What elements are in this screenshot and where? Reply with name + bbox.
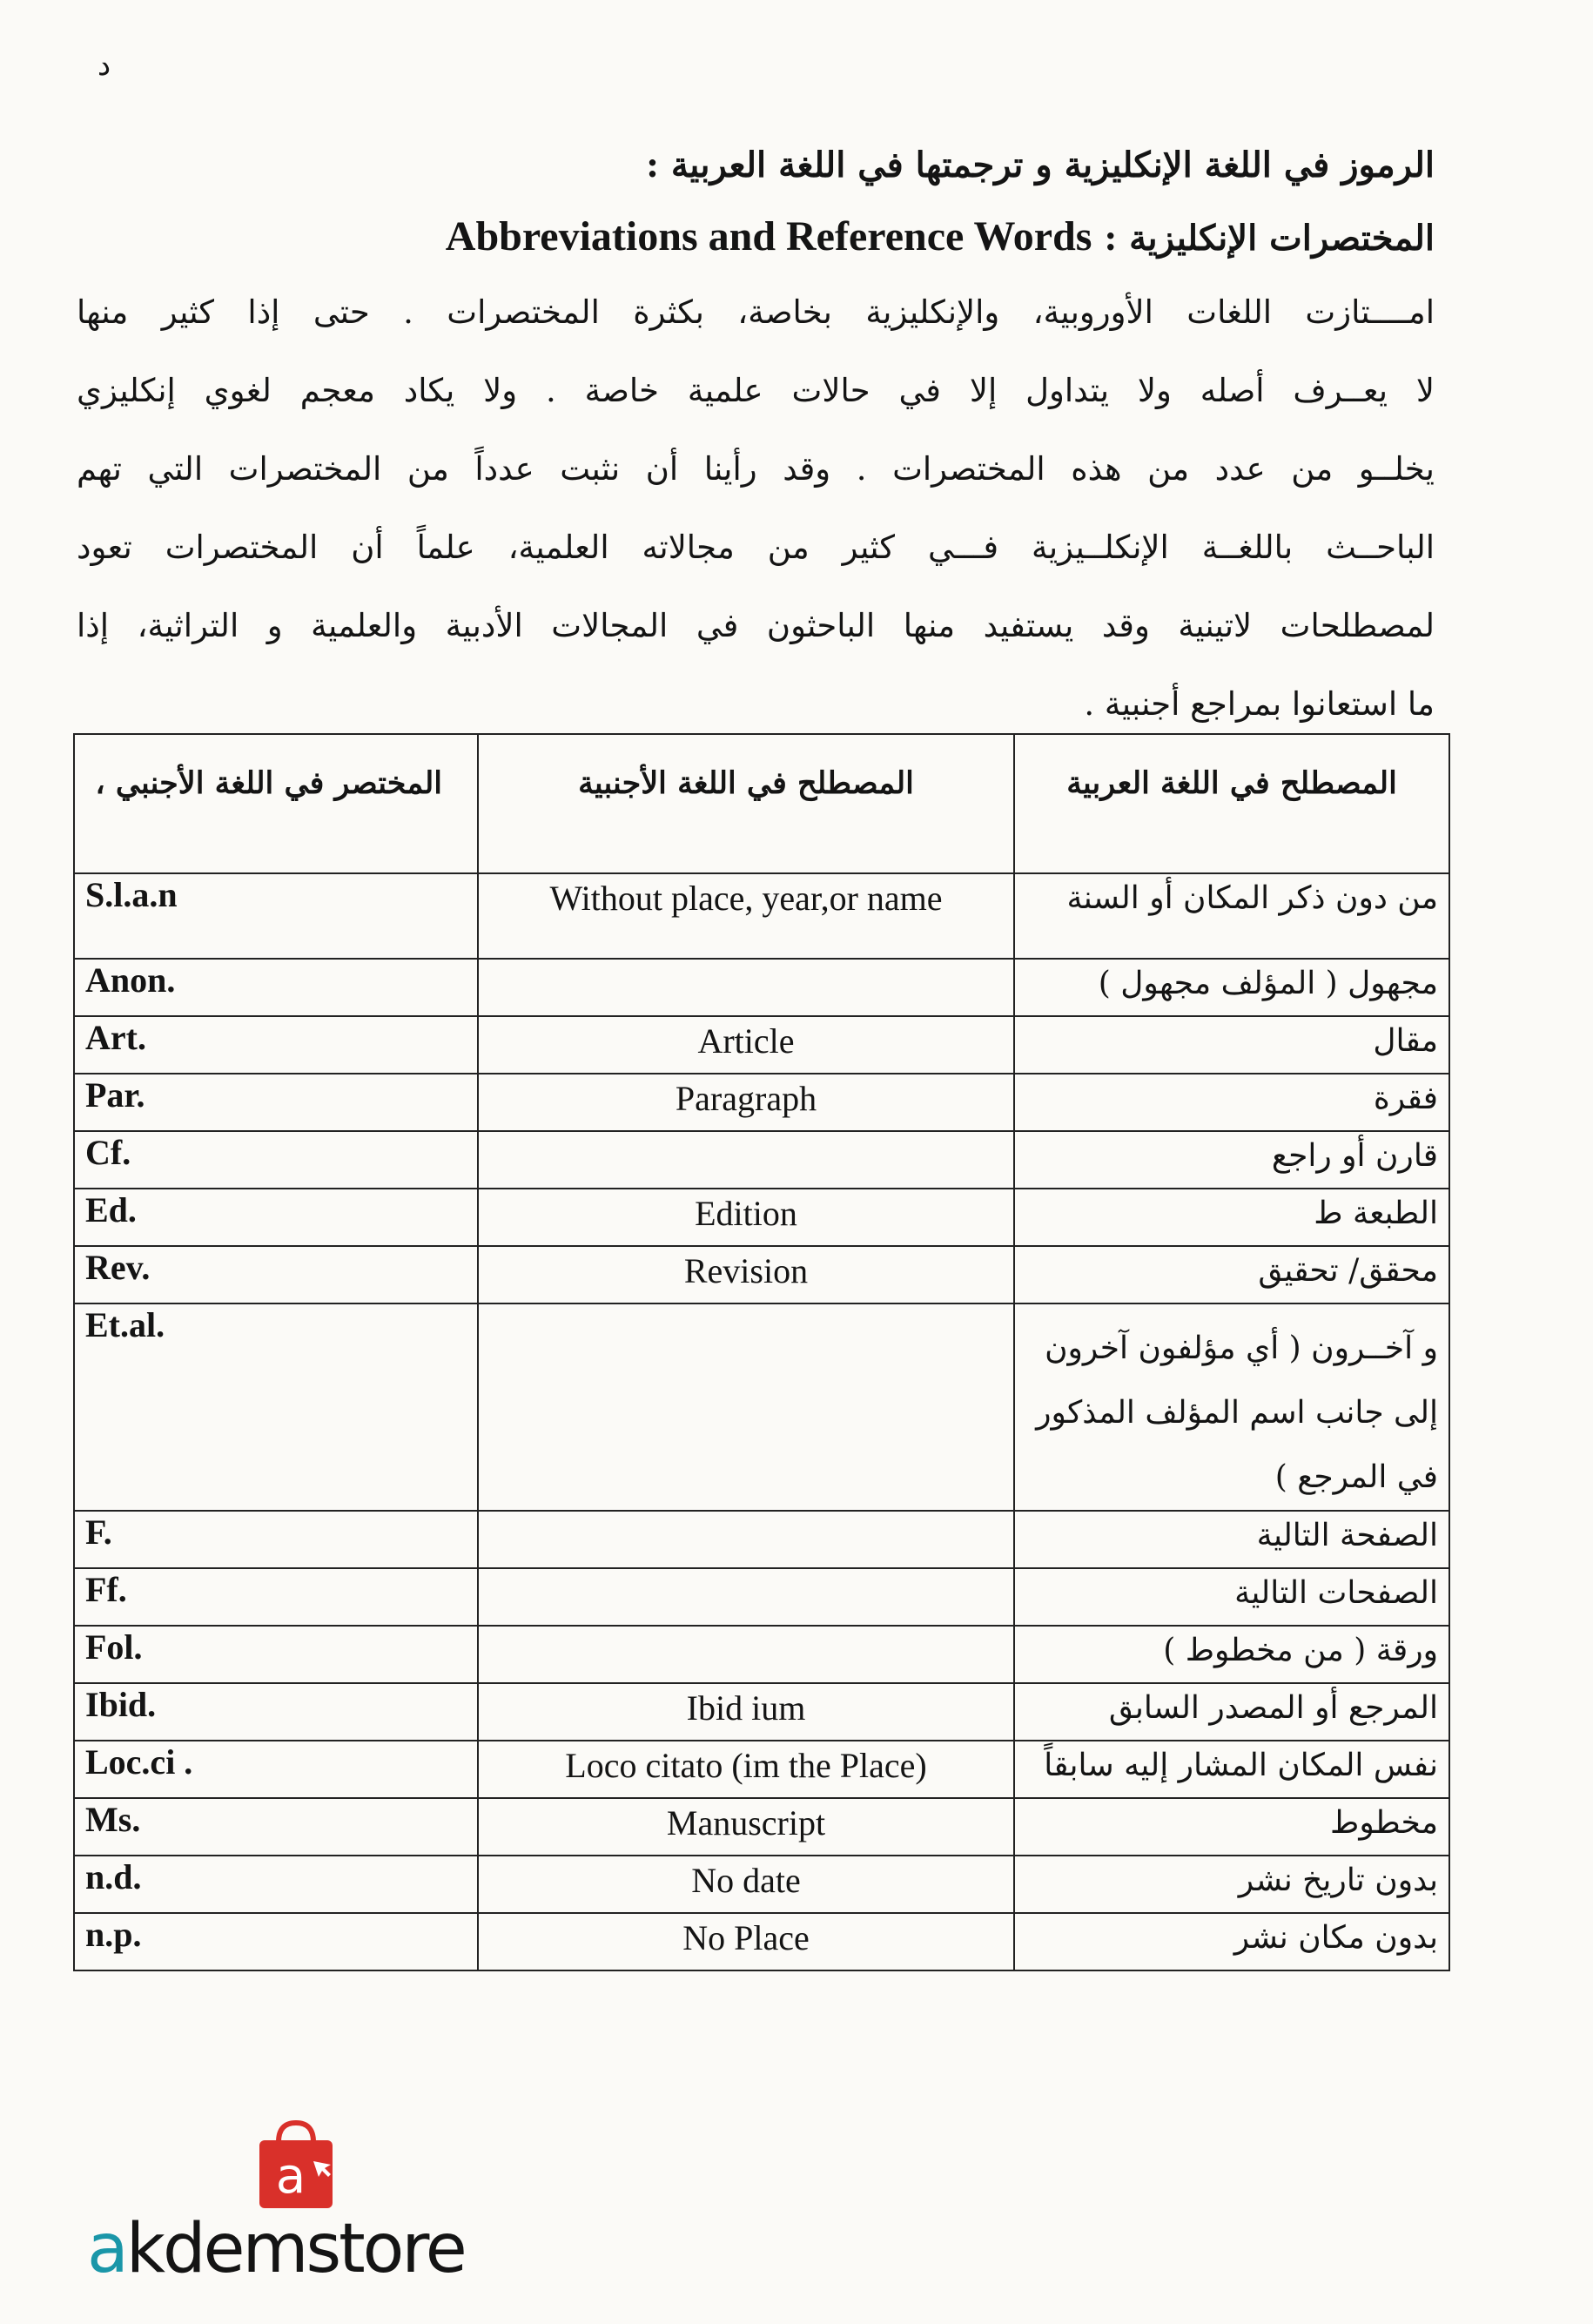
- foreign-term-cell: [478, 959, 1014, 1016]
- header-abbreviation: المختصر في اللغة الأجنبي ،: [74, 734, 478, 873]
- foreign-term-cell: Article: [478, 1016, 1014, 1074]
- foreign-term-cell: Loco citato (im the Place): [478, 1741, 1014, 1798]
- table-row: [74, 873, 1449, 959]
- abbreviations-table: [73, 733, 1450, 1971]
- abbreviation-cell: n.d.: [74, 1856, 478, 1913]
- abbreviation-cell: Et.al.: [74, 1303, 478, 1511]
- heading-abbreviations-ar: المختصرات الإنكليزية :: [1104, 218, 1435, 259]
- table-row: [74, 1189, 1449, 1246]
- table-row: [74, 1856, 1449, 1913]
- paragraph-line: يخلــو من عدد من هذه المختصرات . وقد رأينا أن نثبت عدداً من المختصرات التي تهم: [77, 450, 1435, 488]
- table-row: [74, 1303, 1449, 1511]
- header-foreign-term: المصطلح في اللغة الأجنبية: [478, 734, 1014, 873]
- arabic-term-cell: ورقة ( من مخطوط ): [1014, 1626, 1449, 1683]
- heading-symbols: الرموز في اللغة الإنكليزية و ترجمتها في اللغة العربية :: [646, 145, 1435, 185]
- shopping-bag-icon: [252, 2116, 339, 2212]
- paragraph-line: لمصطلحات لاتينية وقد يستفيد منها الباحثون في المجالات الأدبية والعلمية و التراثية، إذا: [77, 607, 1435, 644]
- arabic-term-cell: المرجع أو المصدر السابق: [1014, 1683, 1449, 1741]
- foreign-term-cell: Without place, year,or name: [478, 873, 1014, 959]
- abbreviation-cell: Fol.: [74, 1626, 478, 1683]
- heading-abbreviations-en: Abbreviations and Reference Words: [445, 213, 1092, 259]
- abbreviation-cell: Par.: [74, 1074, 478, 1131]
- abbreviation-cell: Cf.: [74, 1131, 478, 1189]
- arabic-term-cell: فقرة: [1014, 1074, 1449, 1131]
- table-row: [74, 1798, 1449, 1856]
- abbreviation-cell: Ed.: [74, 1189, 478, 1246]
- foreign-term-cell: [478, 1568, 1014, 1626]
- table-row: [74, 1131, 1449, 1189]
- bag-letter: a: [275, 2148, 306, 2205]
- foreign-term-cell: [478, 1626, 1014, 1683]
- intro-text: [77, 131, 1435, 744]
- abbreviation-cell: n.p.: [74, 1913, 478, 1970]
- foreign-term-cell: No Place: [478, 1913, 1014, 1970]
- page-letter: د: [97, 48, 111, 83]
- table-row: [74, 1016, 1449, 1074]
- abbreviation-cell: Art.: [74, 1016, 478, 1074]
- paragraph-line: ما استعانوا بمراجع أجنبية .: [1084, 685, 1435, 723]
- paragraph-line: لا يعــرف أصله ولا يتداول إلا في حالات علمية خاصة . ولا يكاد معجم لغوي إنكليزي: [77, 372, 1435, 409]
- table-row: [74, 1511, 1449, 1568]
- foreign-term-cell: Paragraph: [478, 1074, 1014, 1131]
- foreign-term-cell: [478, 1131, 1014, 1189]
- foreign-term-cell: [478, 1511, 1014, 1568]
- heading-abbreviations: [77, 200, 1435, 273]
- arabic-term-cell: من دون ذكر المكان أو السنة: [1014, 873, 1449, 959]
- arabic-term-cell: بدون تاريخ نشر: [1014, 1856, 1449, 1913]
- table-row: [74, 1741, 1449, 1798]
- arabic-term-cell: الصفحات التالية: [1014, 1568, 1449, 1626]
- arabic-term-cell: الصفحة التالية: [1014, 1511, 1449, 1568]
- arabic-term-cell: الطبعة ط: [1014, 1189, 1449, 1246]
- intro-paragraph: [77, 273, 1435, 744]
- table-row: [74, 1913, 1449, 1970]
- foreign-term-cell: No date: [478, 1856, 1014, 1913]
- logo-wordmark: [87, 2210, 465, 2288]
- table-row: [74, 959, 1449, 1016]
- table-row: [74, 1683, 1449, 1741]
- abbreviation-cell: Rev.: [74, 1246, 478, 1303]
- akdemstore-logo: [87, 2116, 522, 2290]
- arabic-term-cell: مقال: [1014, 1016, 1449, 1074]
- foreign-term-cell: Ibid ium: [478, 1683, 1014, 1741]
- paragraph-line: امــــتازت اللغات الأوروبية، والإنكليزية بخاصة، بكثرة المختصرات . حتى إذا كثير منها: [77, 293, 1435, 331]
- table-row: [74, 1074, 1449, 1131]
- arabic-term-cell: و آخــرون ( أي مؤلفون آخرون إلى جانب اسم المؤلف المذكور في المرجع ): [1014, 1303, 1449, 1511]
- abbreviation-cell: Anon.: [74, 959, 478, 1016]
- abbreviation-cell: Ibid.: [74, 1683, 478, 1741]
- paragraph-line: الباحــث باللغــة الإنكلــيزية فـــي كثير من مجالاته العلمية، علماً أن المختصرات تعود: [77, 529, 1435, 566]
- table-row: [74, 1626, 1449, 1683]
- arabic-term-cell: محقق/ تحقيق: [1014, 1246, 1449, 1303]
- foreign-term-cell: [478, 1303, 1014, 1511]
- arabic-term-cell: مجهول ( المؤلف مجهول ): [1014, 959, 1449, 1016]
- table-row: [74, 1246, 1449, 1303]
- arabic-term-cell: مخطوط: [1014, 1798, 1449, 1856]
- table-header-row: [74, 734, 1449, 873]
- abbreviation-cell: Loc.ci .: [74, 1741, 478, 1798]
- abbreviation-cell: S.l.a.n: [74, 873, 478, 959]
- foreign-term-cell: Manuscript: [478, 1798, 1014, 1856]
- logo-accent-letter: a: [87, 2210, 126, 2288]
- foreign-term-cell: Revision: [478, 1246, 1014, 1303]
- arabic-term-cell: نفس المكان المشار إليه سابقاً: [1014, 1741, 1449, 1798]
- table-row: [74, 1568, 1449, 1626]
- foreign-term-cell: Edition: [478, 1189, 1014, 1246]
- abbreviation-cell: F.: [74, 1511, 478, 1568]
- logo-rest: kdemstore: [125, 2210, 465, 2288]
- abbreviation-cell: Ff.: [74, 1568, 478, 1626]
- arabic-term-cell: بدون مكان نشر: [1014, 1913, 1449, 1970]
- header-arabic-term: المصطلح في اللغة العربية: [1014, 734, 1449, 873]
- arabic-term-cell: قارن أو راجع: [1014, 1131, 1449, 1189]
- abbreviation-cell: Ms.: [74, 1798, 478, 1856]
